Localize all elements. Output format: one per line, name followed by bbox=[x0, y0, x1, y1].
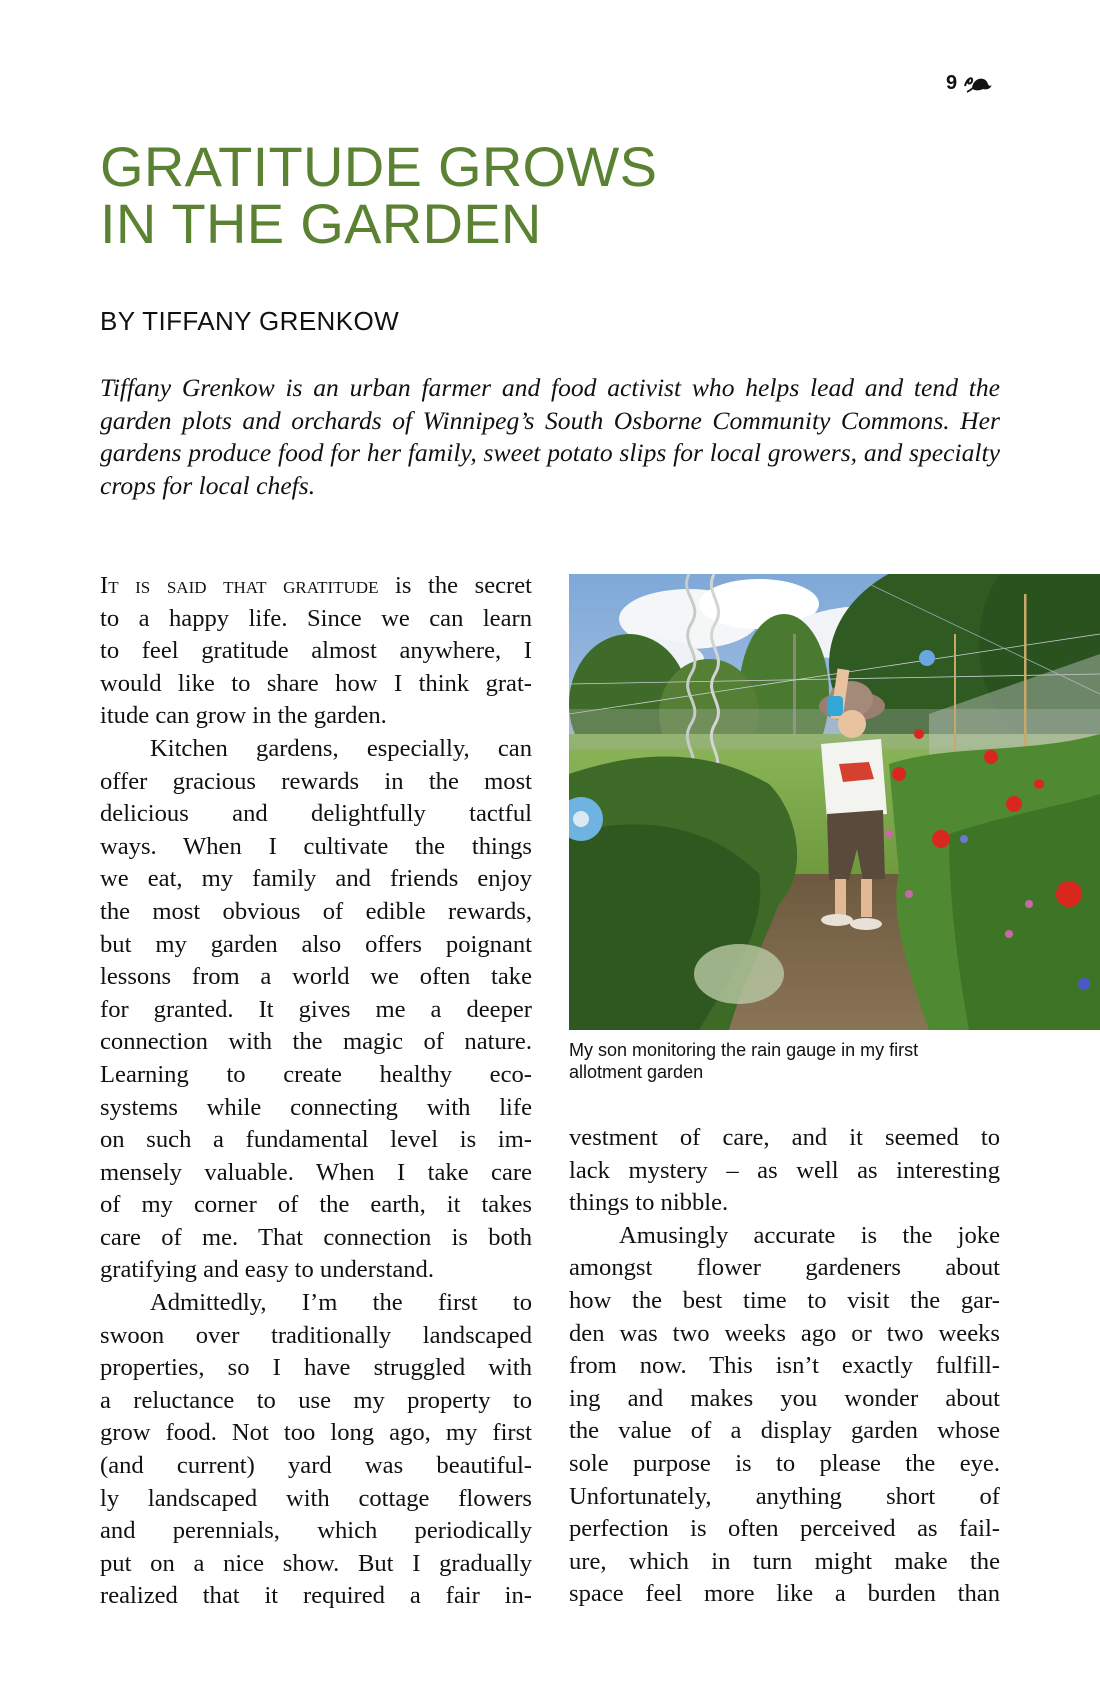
garden-photo-illustration bbox=[569, 574, 1100, 1030]
body-line: the value of a display garden whose bbox=[569, 1417, 1000, 1445]
body-line: ing and makes you wonder about bbox=[569, 1384, 1000, 1412]
body-line: systems while connecting with life bbox=[100, 1093, 532, 1121]
body-line: to a happy life. Since we can learn bbox=[100, 604, 532, 632]
body-line: (and current) yard was beautiful- bbox=[100, 1452, 532, 1480]
body-line: lessons from a world we often take bbox=[100, 963, 532, 991]
body-line: ways. When I cultivate the things bbox=[100, 832, 532, 860]
body-line: grow food. Not too long ago, my first bbox=[100, 1419, 532, 1447]
byline: BY TIFFANY GRENKOW bbox=[100, 306, 400, 336]
lead-in-small-caps: It is said that gratitude bbox=[100, 572, 379, 599]
body-line: amongst flower gardeners about bbox=[569, 1254, 1000, 1282]
left-column bbox=[100, 570, 532, 1613]
body-line: care of me. That connection is both bbox=[100, 1223, 532, 1251]
body-line: vestment of care, and it seemed to bbox=[569, 1124, 1000, 1151]
body-line: but my garden also offers poignant bbox=[100, 930, 532, 958]
body-line: ly landscaped with cottage flowers bbox=[100, 1484, 532, 1512]
body-line: how the best time to visit the gar- bbox=[569, 1286, 1000, 1314]
body-line: perfection is often perceived as fail- bbox=[569, 1515, 1000, 1543]
garden-photo bbox=[569, 574, 1100, 1030]
body-line: to feel gratitude almost anywhere, I bbox=[100, 637, 532, 665]
body-line: realized that it required a fair in- bbox=[100, 1582, 532, 1610]
body-line: from now. This isn’t exactly fulfill- bbox=[569, 1352, 1000, 1380]
body-line: Admittedly, I’m the first to bbox=[150, 1289, 532, 1317]
body-line: of my corner of the earth, it takes bbox=[100, 1191, 532, 1219]
photo-caption: My son monitoring the rain gauge in my first allotment garden bbox=[569, 1040, 919, 1082]
body-line: delicious and delightfully tactful bbox=[100, 800, 532, 828]
body-line: a reluctance to use my property to bbox=[100, 1386, 532, 1414]
body-line: ure, which in turn might make the bbox=[569, 1547, 1000, 1575]
body-line: den was two weeks ago or two weeks bbox=[569, 1319, 1000, 1347]
body-line: It is said that gratitude is the secret bbox=[100, 572, 532, 599]
body-line: properties, so I have struggled with bbox=[100, 1354, 532, 1382]
article-title bbox=[100, 135, 658, 255]
body-line: swoon over traditionally landscaped bbox=[100, 1321, 532, 1349]
body-line: and perennials, which periodically bbox=[100, 1517, 532, 1545]
author-intro: Tiffany Grenkow is an urban farmer and food activist who helps lead and tend the garden plots and orchards of Winnipeg’s South Osborne Community Commons. Her gardens produce food for her family, sweet potato slips for local growers, and specialty crops for local chefs. bbox=[100, 373, 1000, 500]
body-line: Learning to create healthy eco- bbox=[100, 1060, 532, 1088]
body-line: Amusingly accurate is the joke bbox=[619, 1221, 1000, 1249]
body-line: would like to share how I think grat- bbox=[100, 669, 532, 697]
body-line: Kitchen gardens, especially, can bbox=[150, 734, 532, 762]
body-line: Unfortunately, anything short of bbox=[569, 1482, 1000, 1510]
body-line: sole purpose is to please the eye. bbox=[569, 1449, 1000, 1477]
body-line: itude can grow in the garden. bbox=[100, 702, 387, 730]
right-column bbox=[569, 1122, 1000, 1611]
body-line: put on a nice show. But I gradually bbox=[100, 1549, 532, 1577]
body-line: mensely valuable. When I take care bbox=[100, 1158, 532, 1186]
page-folio bbox=[946, 68, 993, 98]
body-line: for granted. It gives me a deeper bbox=[100, 995, 532, 1023]
body-line: on such a fundamental level is im- bbox=[100, 1126, 532, 1154]
body-line: connection with the magic of nature. bbox=[100, 1028, 532, 1056]
leaf-ornament-icon bbox=[963, 72, 993, 94]
title-line-1: GRATITUDE GROWS bbox=[100, 135, 658, 198]
body-line: space feel more like a burden than bbox=[569, 1580, 1000, 1608]
title-line-2: IN THE GARDEN bbox=[100, 192, 542, 255]
page-number: 9 bbox=[946, 71, 958, 94]
body-line: offer gracious rewards in the most bbox=[100, 767, 532, 795]
body-line: lack mystery – as well as interesting bbox=[569, 1156, 1000, 1184]
body-line: the most obvious of edible rewards, bbox=[100, 897, 532, 925]
body-line: we eat, my family and friends enjoy bbox=[100, 865, 532, 893]
body-line: things to nibble. bbox=[569, 1189, 729, 1217]
body-line: gratifying and easy to understand. bbox=[100, 1256, 434, 1284]
